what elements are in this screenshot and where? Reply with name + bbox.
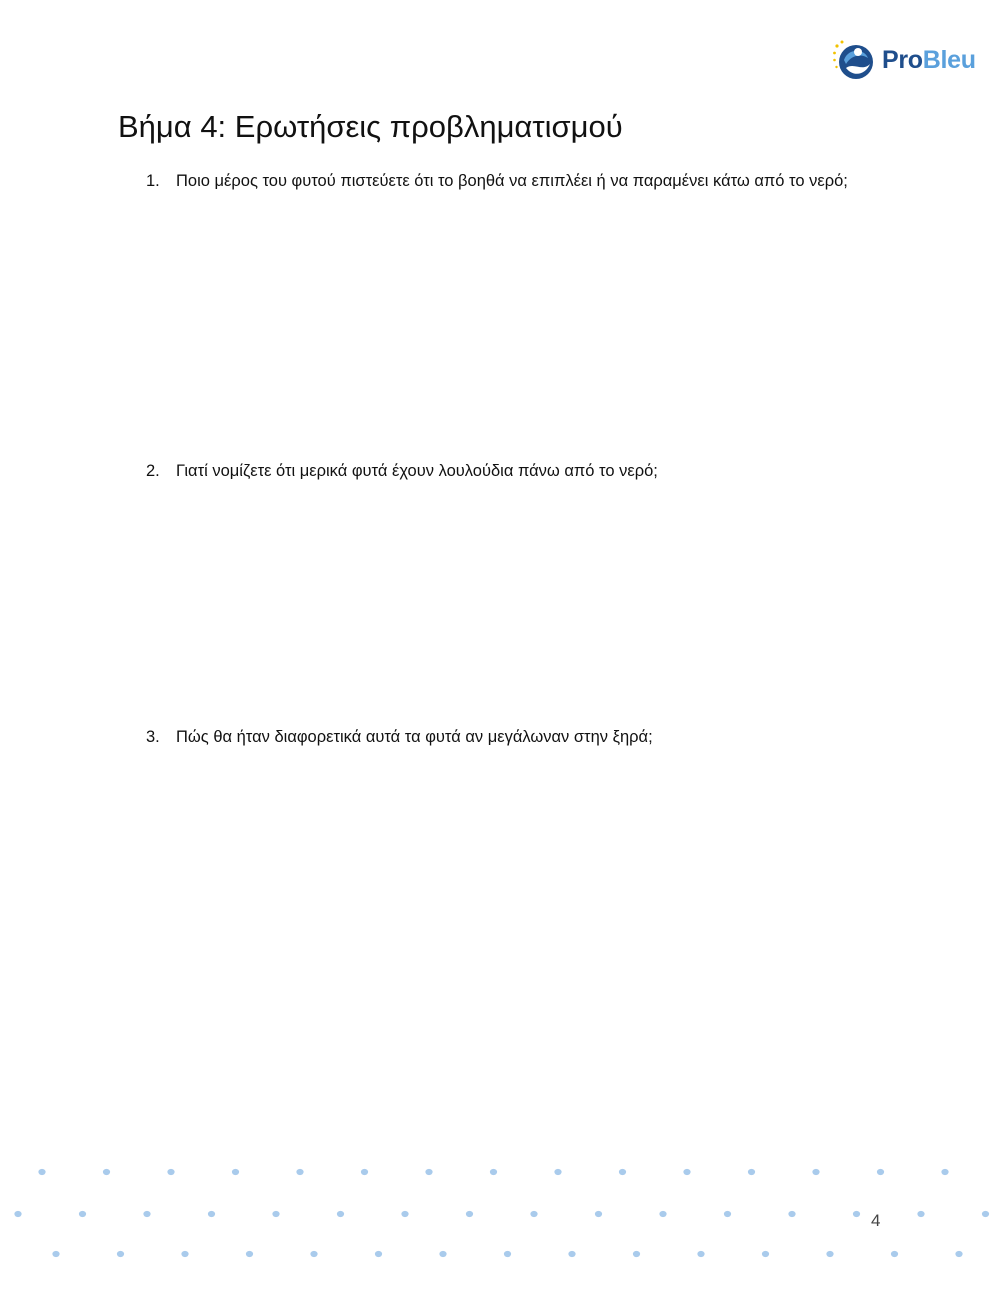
footer-dot xyxy=(982,1211,989,1217)
question-text: Πώς θα ήταν διαφορετικά αυτά τα φυτά αν μεγάλωναν στην ξηρά; xyxy=(176,728,653,746)
footer-dot xyxy=(917,1211,924,1217)
logo-wordmark xyxy=(882,38,976,82)
footer-dot xyxy=(683,1169,690,1175)
question-3 xyxy=(146,725,876,749)
footer-dot-pattern xyxy=(0,1150,1000,1270)
footer-dot xyxy=(272,1211,279,1217)
question-text: Γιατί νομίζετε ότι μερικά φυτά έχουν λουλούδια πάνω από το νερό; xyxy=(176,462,658,480)
footer-dot xyxy=(724,1211,731,1217)
footer-dot xyxy=(425,1169,432,1175)
footer-dot xyxy=(891,1251,898,1257)
logo-text-pro: Pro xyxy=(882,46,923,74)
question-text: Ποιο μέρος του φυτού πιστεύετε ότι το βοηθά να επιπλέει ή να παραμένει κάτω από το νερό; xyxy=(176,172,848,190)
footer-dot xyxy=(79,1211,86,1217)
question-1 xyxy=(146,169,876,193)
page-title: Βήμα 4: Ερωτήσεις προβληματισμού xyxy=(118,109,623,144)
footer-dot xyxy=(337,1211,344,1217)
footer-dot xyxy=(762,1251,769,1257)
footer-dot xyxy=(466,1211,473,1217)
footer-dot xyxy=(14,1211,21,1217)
probleu-logo xyxy=(832,38,982,82)
footer-dot xyxy=(38,1169,45,1175)
footer-dot xyxy=(877,1169,884,1175)
footer-dot xyxy=(296,1169,303,1175)
footer-dot xyxy=(246,1251,253,1257)
footer-dot xyxy=(181,1251,188,1257)
footer-dot xyxy=(812,1169,819,1175)
footer-dot xyxy=(490,1169,497,1175)
footer-dot xyxy=(659,1211,666,1217)
footer-dot xyxy=(401,1211,408,1217)
footer-dot xyxy=(826,1251,833,1257)
question-number: 3. xyxy=(146,728,160,746)
footer-dot xyxy=(941,1169,948,1175)
footer-dot xyxy=(697,1251,704,1257)
footer-dot xyxy=(595,1211,602,1217)
footer-dot xyxy=(955,1251,962,1257)
probleu-logo-icon xyxy=(832,38,876,82)
footer-dot xyxy=(530,1211,537,1217)
logo-text-bleu: Bleu xyxy=(922,46,976,74)
footer-dot xyxy=(103,1169,110,1175)
footer-dot xyxy=(310,1251,317,1257)
footer-dot xyxy=(504,1251,511,1257)
footer-dot xyxy=(568,1251,575,1257)
footer-dot xyxy=(633,1251,640,1257)
footer-dot xyxy=(375,1251,382,1257)
footer-dot xyxy=(853,1211,860,1217)
footer-dot xyxy=(52,1251,59,1257)
footer-dot xyxy=(619,1169,626,1175)
footer-dot xyxy=(143,1211,150,1217)
footer-dot xyxy=(439,1251,446,1257)
footer-dot xyxy=(748,1169,755,1175)
footer-dot xyxy=(208,1211,215,1217)
question-2 xyxy=(146,459,876,483)
footer-dot xyxy=(117,1251,124,1257)
footer-dot xyxy=(361,1169,368,1175)
footer-dot xyxy=(788,1211,795,1217)
footer-dot xyxy=(232,1169,239,1175)
footer-dot xyxy=(554,1169,561,1175)
question-number: 2. xyxy=(146,462,160,480)
question-number: 1. xyxy=(146,172,160,190)
footer-dot xyxy=(167,1169,174,1175)
page-number: 4 xyxy=(871,1211,881,1230)
